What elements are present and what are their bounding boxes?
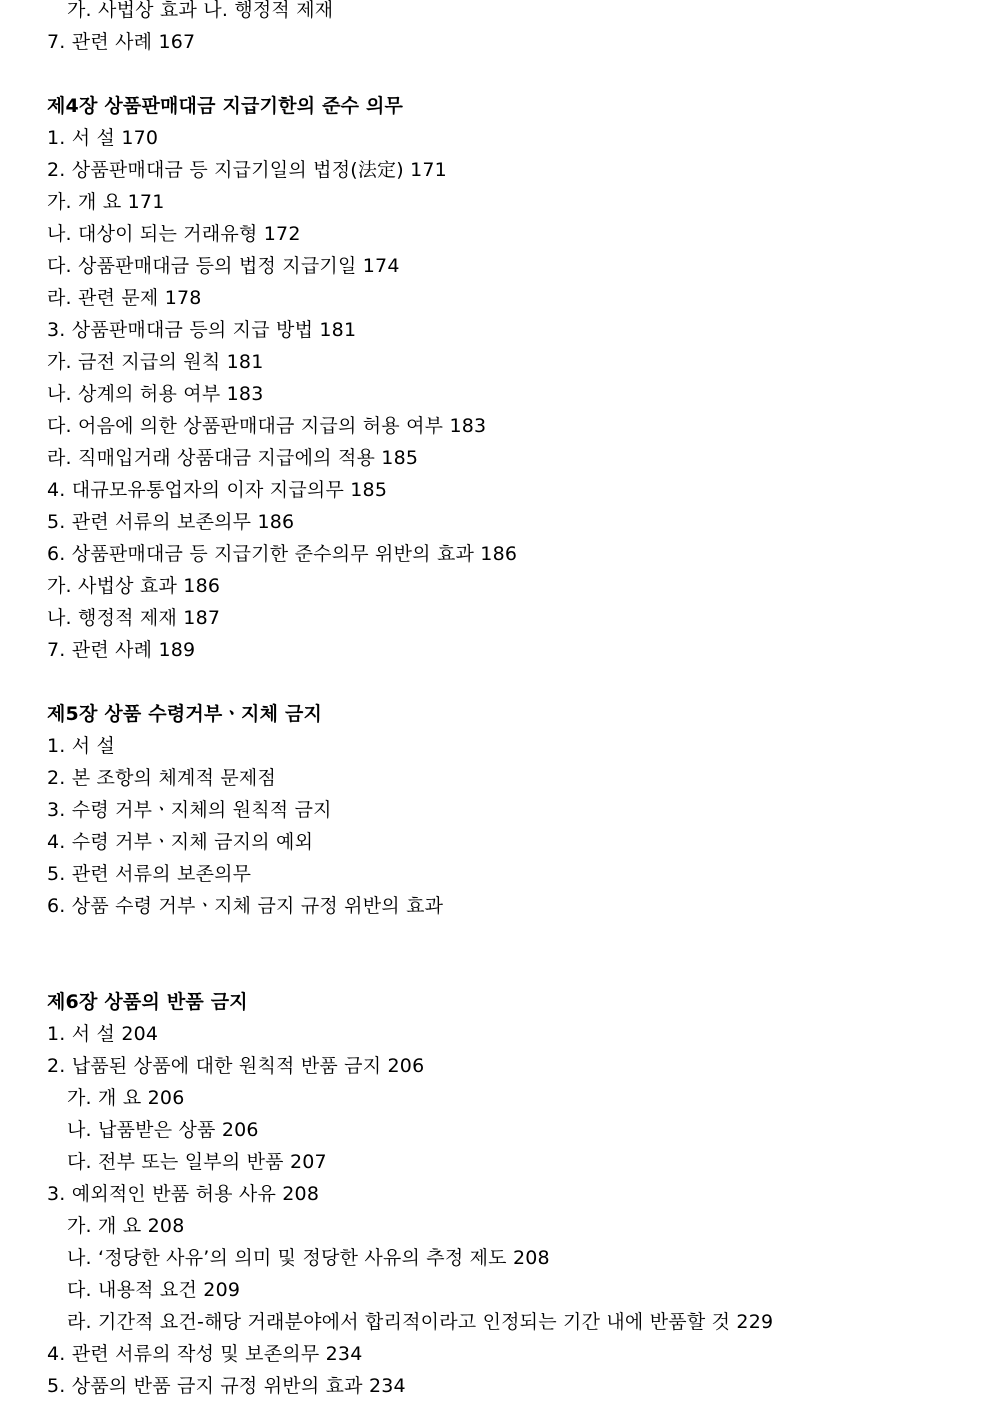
toc-entry: 1. 서 설 170 (47, 127, 159, 149)
toc-entry: 1. 서 설 204 (47, 1023, 159, 1045)
toc-entry: 가. 사법상 효과 186 (47, 575, 221, 597)
spacer (47, 58, 967, 90)
toc-entry: 가. 사법상 효과 나. 행정적 제재 (67, 0, 334, 21)
chapter-4-title: 제4장 상품판매대금 지급기한의 준수 의무 (47, 95, 404, 117)
spacer (47, 666, 967, 698)
toc-entry: 라. 기간적 요건-해당 거래분야에서 합리적이라고 인정되는 기간 내에 반품할 것 229 (67, 1311, 774, 1333)
toc-entry: 다. 상품판매대금 등의 법정 지급기일 174 (47, 255, 400, 277)
toc-entry: 4. 대규모유통업자의 이자 지급의무 185 (47, 479, 388, 501)
toc-entry: 가. 금전 지급의 원칙 181 (47, 351, 264, 373)
spacer (47, 922, 967, 954)
toc-entry: 가. 개 요 171 (47, 191, 165, 213)
toc-entry: 가. 개 요 208 (67, 1215, 185, 1237)
spacer (47, 954, 967, 986)
toc-entry: 7. 관련 사례 189 (47, 639, 196, 661)
toc-entry: 나. 납품받은 상품 206 (67, 1119, 259, 1141)
toc-entry: 6. 상품판매대금 등 지급기한 준수의무 위반의 효과 186 (47, 543, 518, 565)
toc-entry: 4. 수령 거부ㆍ지체 금지의 예외 (47, 831, 314, 853)
toc-entry: 6. 상품 수령 거부ㆍ지체 금지 규정 위반의 효과 (47, 895, 444, 917)
toc-entry: 3. 수령 거부ㆍ지체의 원칙적 금지 (47, 799, 332, 821)
toc-entry: 나. 행정적 제재 187 (47, 607, 221, 629)
toc-entry: 가. 개 요 206 (67, 1087, 185, 1109)
toc-entry: 다. 전부 또는 일부의 반품 207 (67, 1151, 327, 1173)
toc-entry: 다. 내용적 요건 209 (67, 1279, 241, 1301)
toc-entry: 4. 관련 서류의 작성 및 보존의무 234 (47, 1343, 363, 1365)
toc-entry: 5. 관련 서류의 보존의무 (47, 863, 252, 885)
toc-page (47, 0, 967, 1402)
toc-entry: 2. 납품된 상품에 대한 원칙적 반품 금지 206 (47, 1055, 425, 1077)
toc-entry: 라. 관련 문제 178 (47, 287, 202, 309)
toc-entry: 나. 상계의 허용 여부 183 (47, 383, 264, 405)
toc-entry: 2. 상품판매대금 등 지급기일의 법정(法定) 171 (47, 159, 447, 181)
chapter-5-title: 제5장 상품 수령거부ㆍ지체 금지 (47, 703, 323, 725)
toc-entry: 7. 관련 사례 167 (47, 31, 196, 53)
toc-entry: 5. 상품의 반품 금지 규정 위반의 효과 234 (47, 1375, 406, 1397)
toc-entry: 나. ‘정당한 사유’의 의미 및 정당한 사유의 추정 제도 208 (67, 1247, 550, 1269)
toc-entry: 5. 관련 서류의 보존의무 186 (47, 511, 295, 533)
chapter-6-title: 제6장 상품의 반품 금지 (47, 991, 248, 1013)
toc-entry: 3. 예외적인 반품 허용 사유 208 (47, 1183, 320, 1205)
toc-entry: 다. 어음에 의한 상품판매대금 지급의 허용 여부 183 (47, 415, 487, 437)
toc-entry: 2. 본 조항의 체계적 문제점 (47, 767, 277, 789)
toc-entry: 3. 상품판매대금 등의 지급 방법 181 (47, 319, 357, 341)
toc-entry: 나. 대상이 되는 거래유형 172 (47, 223, 301, 245)
toc-entry: 1. 서 설 (47, 735, 116, 757)
toc-entry: 라. 직매입거래 상품대금 지급에의 적용 185 (47, 447, 419, 469)
